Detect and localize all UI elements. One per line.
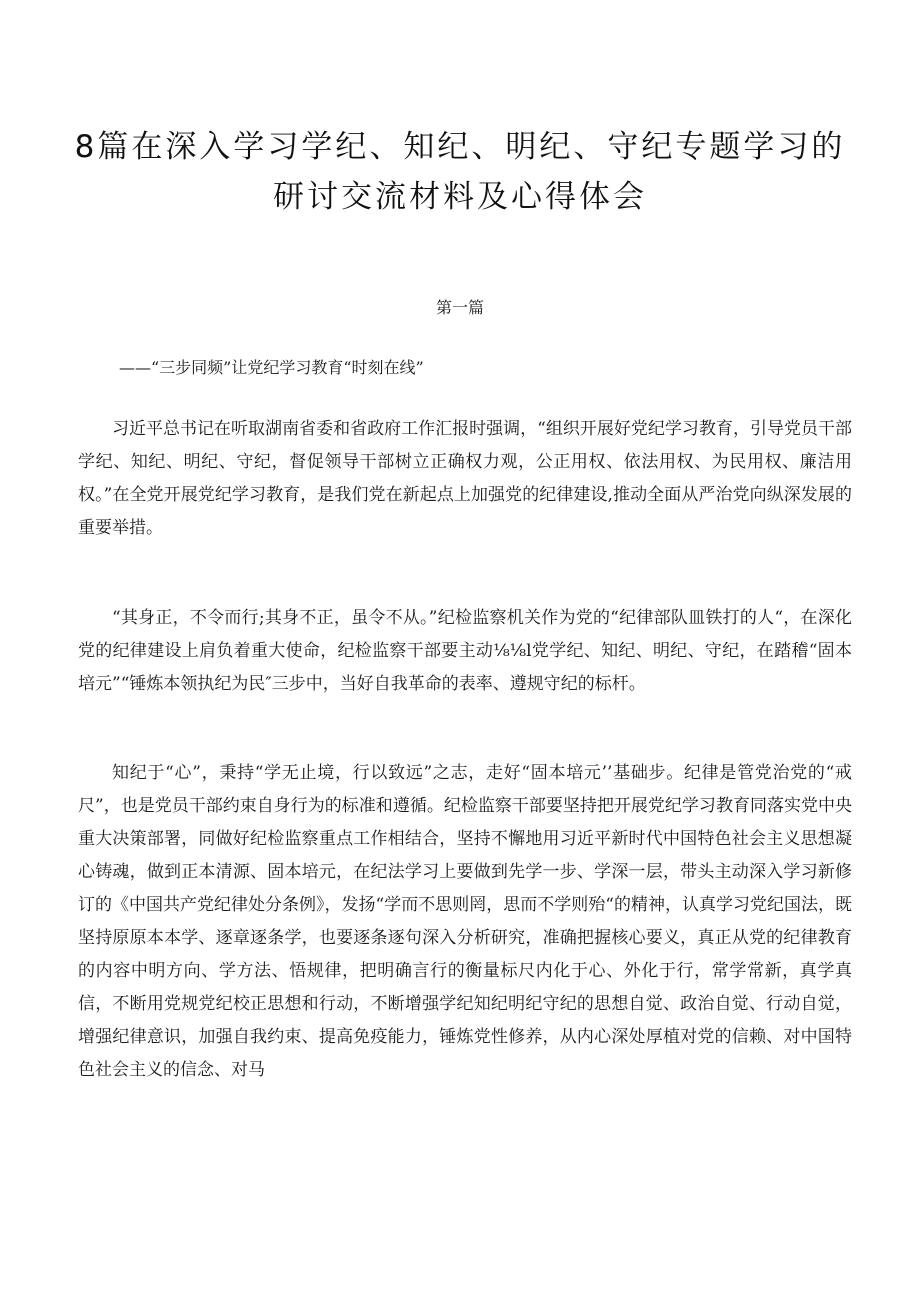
body-paragraph-3: 知纪于“心”，秉持“学无止境，行以致远”之志，走好“固本培元’’基础步。纪律是管党治党的“戒尺”，也是党员干部约束自身行为的标准和遵循。纪检监察干部要坚持把开展党纪学习教育同落实党中央重大决策部署，同做好纪检监察重点工作相结合，坚持不懈地用习近平新时代中国特色社会主义思想凝心铸魂，做到正本清源、固本培元，在纪法学习上要做到先学一步、学深一层，带头主动深入学习新修订的《中国共产党纪律处分条例》，发扬“学而不思则罔，思而不学则殆“的精神，认真学习党纪国法，既坚持原原本本学、逐章逐条学，也要逐条逐句深入分析研究，准确把握核心要义，真正从党的纪律教育的内容中明方向、学方法、悟规律，把明确言行的衡量标尺内化于心、外化于行，常学常新，真学真信，不断用党规党纪校正思想和行动，不断增强学纪知纪明纪守纪的思想自觉、政治自觉、行动自觉，增强纪律意识，加强自我约束、提高免疫能力，锤炼党性修养，从内心深处厚植对党的信赖、对中国特色社会主义的信念、对马 (78, 763, 852, 1080)
section-subtitle: ——“三步同频”让党纪学习教育“时刻在线” (119, 358, 424, 377)
document-title (60, 122, 860, 222)
title-line-1: 8篇在深入学习学纪、知纪、明纪、守纪专题学习的 (74, 129, 846, 165)
title-line-2: 研讨交流材料及心得体会 (273, 179, 647, 215)
body-paragraph-2: “其身正，不令而行;其身不正，虽令不从。”纪检监察机关作为党的“纪律部队皿铁打的人“，在深化党的纪律建设上肩负着重大使命，纪检监察干部要主动⅛⅛l党学纪、知纪、明纪、守纪，在踏稽“固本培元”“锤炼本领执纪为民″三步中，当好自我革命的表率、遵规守纪的标杆。 (78, 608, 852, 694)
body-paragraph-1: 习近平总书记在听取湖南省委和省政府工作汇报时强调，“组织开展好党纪学习教育，引导党员干部学纪、知纪、明纪、守纪，督促领导干部树立正确权力观，公正用权、依法用权、为民用权、廉洁用权。”在全党开展党纪学习教育，是我们党在新起点上加强党的纪律建设,推动全面从严治党向纵深发展的重要举措。 (78, 419, 852, 538)
section-title: 第一篇 (435, 298, 484, 317)
